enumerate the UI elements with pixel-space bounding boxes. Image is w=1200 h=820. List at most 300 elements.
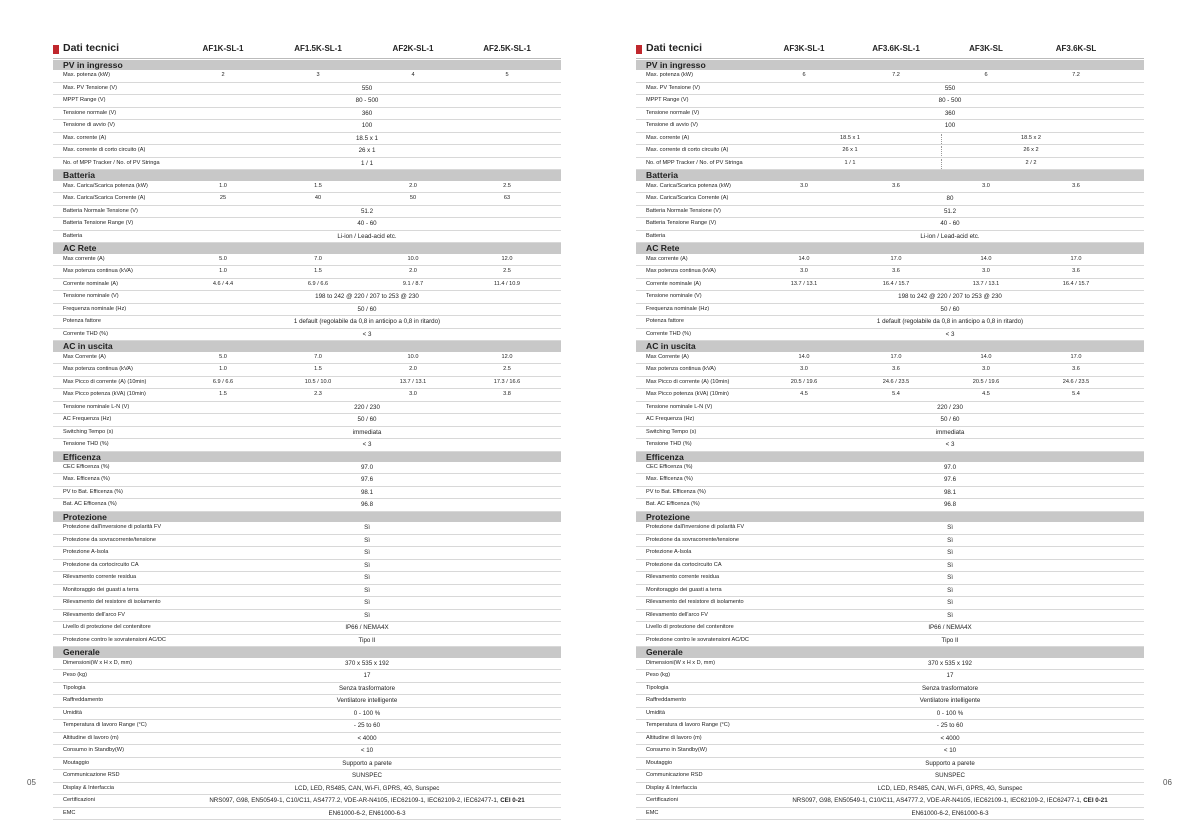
spec-value-text: 97.0 [360,463,374,471]
spec-value-text: IP66 / NEMA4X [345,624,389,632]
spec-value-bold: CEI 0-21 [500,797,525,805]
section-header: Batteria [53,170,561,180]
spec-value [756,658,1144,670]
spec-value: 3.6 [1072,268,1080,275]
spec-row [636,522,1144,535]
spec-value-text: 97.6 [360,476,374,484]
spec-value: 1.0 [219,268,227,275]
spec-row [53,670,561,683]
spec-value: 13.7 / 13.1 [399,378,427,385]
spec-value: 14.0 [798,255,810,262]
spec-value-text: Supporto a parete [342,759,392,767]
spec-value-text: 18.5 x 1 [355,134,379,142]
spec-label: Corrente THD (%) [646,330,691,337]
spec-row [53,474,561,487]
spec-page-left [53,42,561,820]
spec-label: Switching Tempo (s) [63,428,114,435]
spec-value-text: 98.1 [360,488,374,496]
spec-value-text: < 3 [362,441,372,449]
spec-value-text: 360 [944,109,956,117]
spec-label: Rilevamento del resistore di isolamento [63,599,161,606]
spec-label: Max. PV Tensione (V) [646,84,700,91]
spec-value-text: Sì [947,524,953,532]
spec-value-text: EN61000-6-2, EN61000-6-3 [911,809,989,817]
spec-value [173,108,561,120]
spec-label: Raffreddamento [646,697,687,704]
spec-row [636,402,1144,415]
spec-value [173,218,561,230]
spec-value-text: 98.1 [943,488,957,496]
spec-value-text: SUNSPEC [352,772,382,780]
spec-value-text: SUNSPEC [935,772,965,780]
spec-value [756,670,1144,682]
spec-value: 1.5 [314,268,322,275]
spec-value [173,585,561,597]
spec-row [53,439,561,452]
spec-value: 10.5 / 10.0 [304,378,332,385]
spec-value: 2.0 [409,182,417,189]
spec-value [756,585,1144,597]
spec-value-text: 97.0 [943,463,957,471]
spec-value-text: 40 - 60 [357,220,377,228]
spec-label: Protezione dall'inversione di polarità FV [646,524,745,531]
model-header: AF3K-SL-1 [783,44,825,53]
spec-value: 7.2 [1072,72,1080,79]
spec-value [173,95,561,107]
spec-label: Max. Efficenza (%) [646,476,693,483]
spec-value [756,622,1144,634]
spec-value [173,745,561,757]
spec-value [756,683,1144,695]
spec-value [756,695,1144,707]
spec-label: CEC Efficenza (%) [646,463,693,470]
spec-value-text: 96.8 [943,501,957,509]
page-title: Dati tecnici [646,42,703,54]
spec-label: AC Frequenza (Hz) [63,416,112,423]
spec-label: CEC Efficenza (%) [63,463,110,470]
spec-value: 50 [409,195,417,202]
section-header: Generale [636,647,1144,657]
spec-value [173,635,561,647]
spec-value-text: immediata [352,428,382,436]
spec-value-text: Supporto a parete [925,759,975,767]
spec-row [636,622,1144,635]
spec-label: Max. Efficenza (%) [63,476,110,483]
spec-label: Temperatura di lavoro Range (°C) [63,722,147,729]
spec-row [53,487,561,500]
spec-value [756,414,1144,426]
spec-value [756,474,1144,486]
spec-value [756,770,1144,782]
spec-value: 3.6 [1072,366,1080,373]
spec-label: Batteria [63,232,83,239]
spec-row [53,658,561,671]
spec-value: 3.6 [892,182,900,189]
section-header: PV in ingresso [53,60,561,70]
spec-label: Corrente nominale (A) [646,280,702,287]
spec-value: 7.2 [892,72,900,79]
spec-row [636,389,1144,402]
spec-label: Altitudine di lavoro (m) [646,734,702,741]
section-header: Batteria [636,170,1144,180]
spec-value: 3 [316,72,320,79]
spec-value [173,427,561,439]
spec-value: 3.6 [892,268,900,275]
spec-label: Batteria Normale Tensione (V) [63,207,138,214]
section-header: Efficenza [636,452,1144,462]
spec-value: 4 [411,72,415,79]
spec-value: 14.0 [980,255,992,262]
spec-label: Tensione THD (%) [646,441,692,448]
spec-value: 16.4 / 15.7 [882,280,910,287]
spec-row [53,389,561,402]
spec-value: 13.7 / 13.1 [972,280,1000,287]
spec-value [756,547,1144,559]
spec-value [173,402,561,414]
spec-value [756,316,1144,328]
spec-value [756,758,1144,770]
spec-row [636,218,1144,231]
spec-row [636,95,1144,108]
spec-value: 4.5 [800,391,808,398]
spec-value-text: 50 / 60 [940,416,960,424]
spec-value: 17.3 / 16.6 [493,378,521,385]
spec-value [173,808,561,820]
spec-value: 1 / 1 [844,159,856,166]
section-header: Efficenza [53,452,561,462]
spec-value [173,316,561,328]
spec-value-text: Senza trasformatore [338,684,396,692]
spec-row [53,377,561,390]
spec-row [636,683,1144,696]
spec-label: Tensione THD (%) [63,441,109,448]
spec-label: Max potenza continua (kVA) [646,268,716,275]
spec-row [53,535,561,548]
spec-value [173,670,561,682]
spec-value [173,462,561,474]
spec-label: Max potenza continua (kVA) [63,366,133,373]
spec-row [636,572,1144,585]
spec-label: Raffreddamento [63,697,104,704]
spec-label: Potenza fattore [63,318,101,325]
table-header [636,42,1144,59]
spec-value-text: 370 x 535 x 192 [927,659,973,667]
spec-row [53,304,561,317]
spec-value [756,708,1144,720]
spec-page-right [636,42,1144,820]
spec-row [636,733,1144,746]
spec-value-text: < 3 [945,330,955,338]
spec-value [173,304,561,316]
spec-value-text: Sì [947,586,953,594]
spec-value [756,462,1144,474]
spec-value [756,95,1144,107]
spec-label: Rilevamento corrente residua [646,574,720,581]
spec-value [173,206,561,218]
spec-value [173,658,561,670]
spec-value-text: 96.8 [360,501,374,509]
spec-value-text: IP66 / NEMA4X [928,624,972,632]
spec-label: Dimensioni(W x H x D, mm) [646,659,715,666]
model-header: AF2K-SL-1 [392,44,434,53]
spec-row [53,522,561,535]
spec-row [636,304,1144,317]
spec-value [756,108,1144,120]
spec-value: 3.0 [982,268,990,275]
column-divider [941,159,942,169]
spec-row [636,670,1144,683]
spec-label: Peso (kg) [646,672,670,679]
spec-row [53,231,561,244]
spec-label: Tensione di avvio (V) [646,122,698,129]
spec-row [53,745,561,758]
spec-row [636,474,1144,487]
spec-value-text: EN61000-6-2, EN61000-6-3 [328,809,406,817]
spec-row [636,658,1144,671]
spec-row [636,720,1144,733]
spec-value [173,758,561,770]
spec-row [636,439,1144,452]
spec-row [636,597,1144,610]
spec-value-text: 198 to 242 @ 220 / 207 to 253 @ 230 [898,293,1002,301]
spec-value: 7.0 [314,353,322,360]
spec-row [636,316,1144,329]
spec-label: Max. Carica/Scarica potenza (kW) [63,182,148,189]
spec-value-text: 550 [361,84,373,92]
spec-label: No. of MPP Tracker / No. of PV Stringa [63,159,160,166]
spec-value: 2.5 [503,268,511,275]
spec-row [53,352,561,365]
spec-value: 2 [221,72,225,79]
spec-value [173,733,561,745]
spec-row [636,145,1144,158]
spec-value: 1.5 [314,182,322,189]
spec-value: 6 [802,72,806,79]
spec-label: Moutaggio [63,759,90,766]
spec-row [53,427,561,440]
spec-value-text: < 10 [360,747,374,755]
spec-value: 12.0 [501,353,513,360]
spec-value-text: Sì [947,599,953,607]
spec-row [53,462,561,475]
spec-label: AC Frequenza (Hz) [646,416,695,423]
spec-label: Max. Carica/Scarica Corrente (A) [63,195,146,202]
spec-value-text: Sì [364,549,370,557]
spec-label: EMC [646,809,659,816]
spec-value [173,535,561,547]
spec-value-text: LCD, LED, RS485, CAN, Wi-Fi, GPRS, 4G, Sunspec [294,784,440,792]
spec-value: 17.0 [890,255,902,262]
spec-label: Moutaggio [646,759,673,766]
spec-value-text: Ventilatore intelligente [919,697,981,705]
spec-value: 14.0 [798,353,810,360]
spec-row [53,695,561,708]
spec-label: Monitoraggio dei guasti a terra [63,586,139,593]
spec-value-text: Sì [364,586,370,594]
spec-row [636,377,1144,390]
spec-value [173,560,561,572]
section-marker [53,45,59,54]
spec-value: 11.4 / 10.9 [493,280,521,287]
model-header: AF1.5K-SL-1 [294,44,342,53]
spec-value-text: - 25 to 60 [936,722,964,730]
spec-value-text: Sì [947,549,953,557]
spec-value: 10.0 [407,255,419,262]
spec-value-text: Tipo II [358,636,376,644]
spec-row [636,108,1144,121]
spec-row [53,402,561,415]
model-header: AF3K-SL [969,44,1003,53]
spec-label: Protezione da cortocircuito CA [646,561,722,568]
spec-label: Max. potenza (kW) [63,72,110,79]
spec-value: 26 x 2 [1023,147,1039,154]
spec-value: 14.0 [980,353,992,360]
spec-row [636,364,1144,377]
spec-value-text: Senza trasformatore [921,684,979,692]
spec-value: 3.0 [800,268,808,275]
spec-label: Protezione A-Isola [63,549,109,556]
spec-value: 3.0 [409,391,417,398]
spec-label: Communicazione RSD [63,772,120,779]
spec-label: Display & Interfaccia [63,784,114,791]
section-header: AC Rete [53,243,561,253]
section-header: Protezione [53,512,561,522]
spec-value [756,720,1144,732]
spec-row [53,316,561,329]
spec-row [636,70,1144,83]
spec-row [53,733,561,746]
spec-label: Batteria Tensione Range (V) [63,220,134,227]
spec-value-text: 100 [944,122,956,130]
spec-value [756,439,1144,451]
spec-value: 5.4 [1072,391,1080,398]
spec-row [636,535,1144,548]
spec-value [173,547,561,559]
spec-value: 3.0 [982,366,990,373]
spec-label: Batteria Normale Tensione (V) [646,207,721,214]
spec-value [173,770,561,782]
spec-row [53,120,561,133]
spec-value-text: 51.2 [943,207,957,215]
spec-label: Corrente nominale (A) [63,280,119,287]
spec-value: 5.4 [892,391,900,398]
spec-label: Frequenza nominale (Hz) [63,305,127,312]
spec-label: Max. corrente (A) [646,134,690,141]
spec-row [636,635,1144,648]
section-header: AC Rete [636,243,1144,253]
spec-value-text: 51.2 [360,207,374,215]
spec-label: Max corrente (A) [646,255,688,262]
spec-value-text: 50 / 60 [357,416,377,424]
spec-value-text: 50 / 60 [940,305,960,313]
spec-row [53,364,561,377]
spec-value-text: < 4000 [940,734,960,742]
spec-row [636,560,1144,573]
spec-value [756,329,1144,341]
spec-value [756,499,1144,511]
spec-value-text: Sì [947,611,953,619]
spec-value [173,720,561,732]
spec-value [756,560,1144,572]
spec-row [53,108,561,121]
spec-value [756,597,1144,609]
spec-label: Max Picco di corrente (A) (10min) [63,378,147,385]
spec-row [636,133,1144,146]
spec-value-text: 80 - 500 [938,97,962,105]
spec-label: PV to Bat. Efficenza (%) [63,488,123,495]
spec-value [173,795,561,807]
spec-value: 12.0 [501,255,513,262]
spec-row [53,254,561,267]
spec-value: 3.8 [503,391,511,398]
model-header: AF1K-SL-1 [202,44,244,53]
spec-label: Tensione normale (V) [63,109,117,116]
spec-value-text: 100 [361,122,373,130]
spec-value: 24.6 / 23.5 [882,378,910,385]
spec-value: 5.0 [219,353,227,360]
spec-value-text: Ventilatore intelligente [336,697,398,705]
spec-row [636,231,1144,244]
spec-value-text: 220 / 230 [937,403,963,411]
spec-value [756,572,1144,584]
spec-value: 2.5 [503,182,511,189]
spec-value [173,708,561,720]
spec-value [173,474,561,486]
spec-row [53,585,561,598]
spec-value-text: 370 x 535 x 192 [344,659,390,667]
spec-value [173,572,561,584]
spec-value-text: 1 default (regolabile da 0,8 in anticipo a 0,8 in ritardo) [876,318,1024,326]
spec-label: Protezione da sovracorrente/tensione [63,536,156,543]
spec-label: Frequenza nominale (Hz) [646,305,710,312]
spec-label: MPPT Range (V) [646,97,689,104]
spec-value: 17.0 [1070,353,1082,360]
spec-label: Peso (kg) [63,672,87,679]
spec-row [636,499,1144,512]
section-header: Generale [53,647,561,657]
spec-label: Monitoraggio dei guasti a terra [646,586,722,593]
spec-row [636,414,1144,427]
spec-label: Batteria Tensione Range (V) [646,220,717,227]
page-number-right: 06 [1163,778,1172,787]
spec-value [756,522,1144,534]
spec-value-bold: CEI 0-21 [1083,797,1108,805]
spec-label: Consumo in Standby(W) [63,747,124,754]
spec-row [53,708,561,721]
spec-value-text: immediata [935,428,965,436]
spec-value [173,231,561,243]
spec-row [636,708,1144,721]
spec-row [53,720,561,733]
spec-row [636,120,1144,133]
spec-value [756,745,1144,757]
spec-row [53,783,561,796]
spec-value-text: 1 default (regolabile da 0,8 in anticipo a 0,8 in ritardo) [293,318,441,326]
spec-value-text: < 3 [362,330,372,338]
spec-row [53,572,561,585]
spec-value [756,610,1144,622]
spec-value [756,120,1144,132]
spec-value: 40 [314,195,322,202]
spec-value: 6.9 / 6.6 [212,378,234,385]
spec-row [53,758,561,771]
spec-value [173,695,561,707]
spec-value [173,83,561,95]
spec-row [636,83,1144,96]
spec-label: Tensione nominale (V) [63,293,119,300]
spec-row [53,291,561,304]
spec-row [53,622,561,635]
